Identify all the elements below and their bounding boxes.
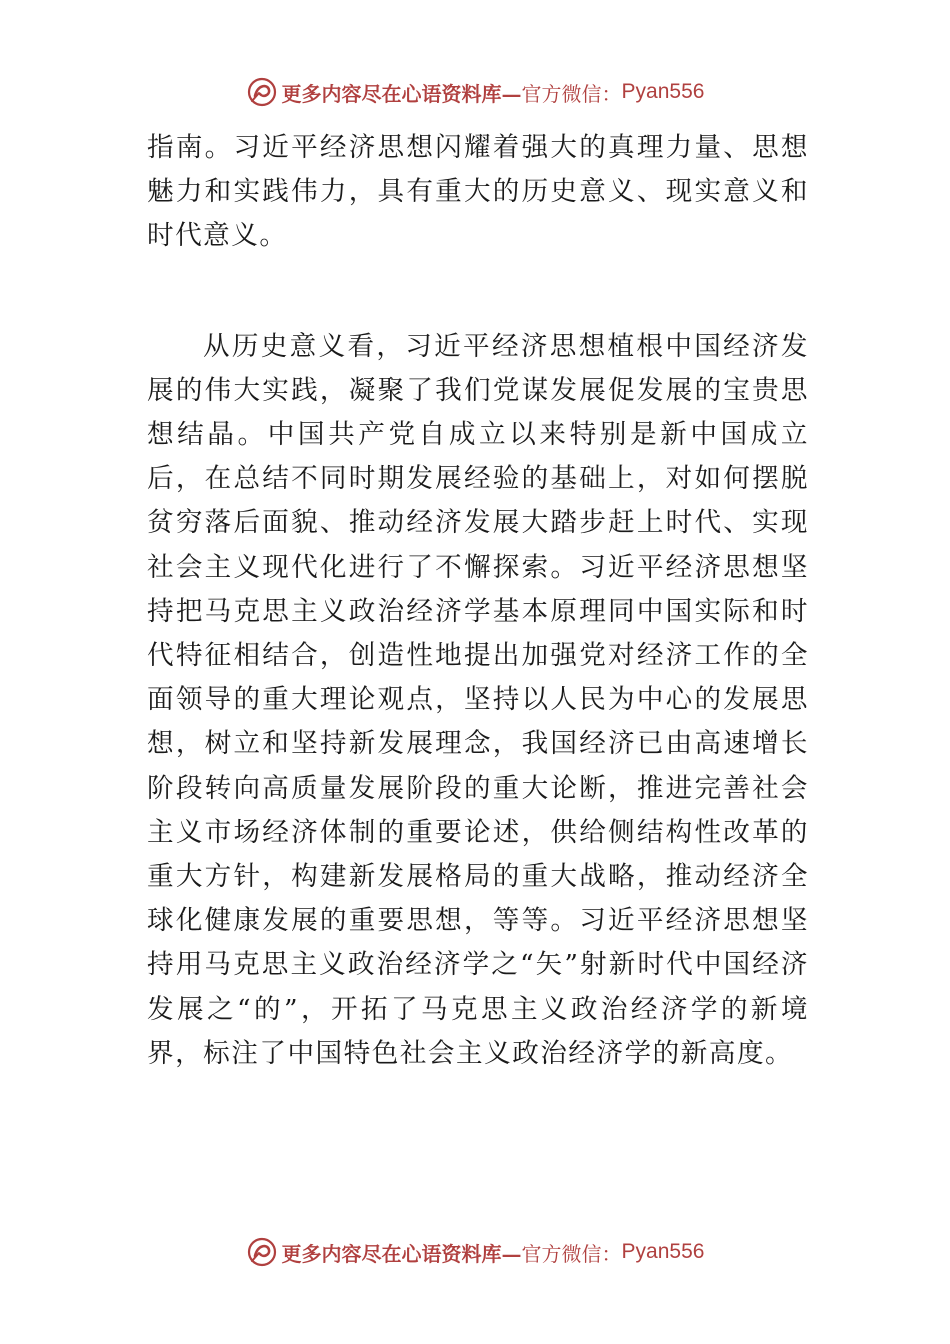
footer-wechat-id: Pyan556 (621, 1240, 705, 1263)
paragraph-spacer (147, 259, 809, 325)
circle-swirl-logo-icon (246, 1236, 278, 1268)
circle-swirl-logo-icon (246, 76, 278, 108)
footer-tagline: 更多内容尽在心语资料库— (281, 1241, 522, 1266)
header-wechat-id: Pyan556 (621, 80, 705, 103)
paragraph-1: 指南。习近平经济思想闪耀着强大的真理力量、思想魅力和实践伟力，具有重大的历史意义、现实意义和时代意义。 (147, 132, 809, 252)
header-tagline: 更多内容尽在心语资料库— (281, 81, 522, 106)
footer-banner (0, 1230, 950, 1274)
header-banner (0, 70, 950, 114)
header-wechat-label: 官方微信： (521, 81, 622, 106)
paragraph-2: 从历史意义看，习近平经济思想植根中国经济发展的伟大实践，凝聚了我们党谋发展促发展的宝贵思想结晶。中国共产党自成立以来特别是新中国成立后，在总结不同时期发展经验的基础上，对如何摆脱贫穷落后面貌、推动经济发展大踏步赶上时代、实现社会主义现代化进行了不懈探索。习近平经济思想坚持把马克思主义政治经济学基本原理同中国实际和时代特征相结合，创造性地提出加强党对经济工作的全面领导的重大理论观点，坚持以人民为中心的发展思想，树立和坚持新发展理念，我国经济已由高速增长阶段转向高质量发展阶段的重大论断，推进完善社会主义市场经济体制的重要论述，供给侧结构性改革的重大方针，构建新发展格局的重大战略，推动经济全球化健康发展的重要思想，等等。习近平经济思想坚持用马克思主义政治经济学之“矢”射新时代中国经济发展之“的”，开拓了马克思主义政治经济学的新境界，标注了中国特色社会主义政治经济学的新高度。 (147, 330, 809, 1069)
document-body (147, 126, 809, 1076)
footer-wechat-label: 官方微信： (521, 1241, 622, 1266)
